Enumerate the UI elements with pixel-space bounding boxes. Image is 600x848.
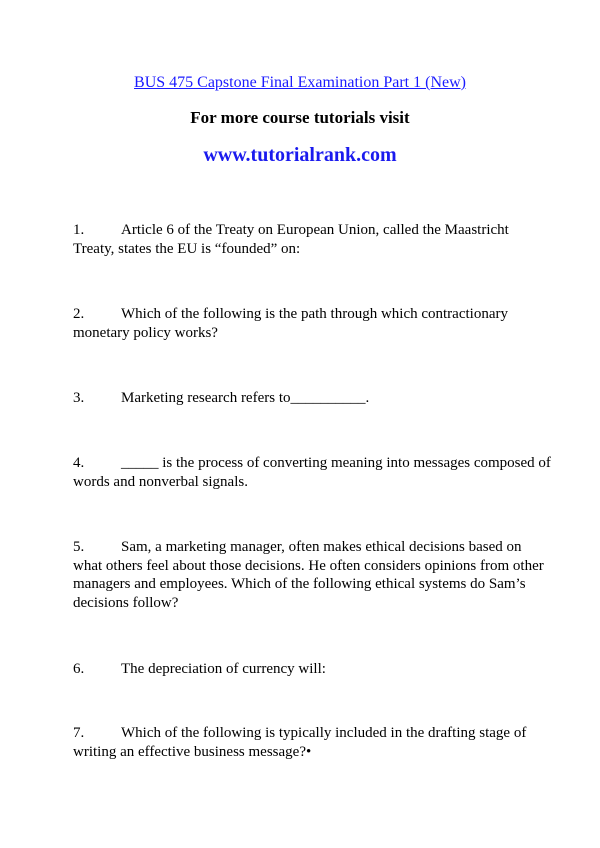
- website-link[interactable]: www.tutorialrank.com: [203, 144, 397, 166]
- question-item: [73, 538, 553, 612]
- question-item: [73, 724, 553, 761]
- question-item: [73, 305, 553, 342]
- question-number: 2.: [73, 306, 85, 322]
- question-number: 5.: [73, 539, 85, 555]
- question-number: 4.: [73, 455, 85, 471]
- document-subtitle: For more course tutorials visit: [190, 108, 410, 127]
- question-number: 3.: [73, 390, 85, 406]
- question-text: The depreciation of currency will:: [121, 661, 326, 677]
- question-text: Article 6 of the Treaty on European Union, called the Maastricht Treaty, states the EU is “founded” on:: [73, 222, 509, 257]
- question-number: 6.: [73, 661, 85, 677]
- question-item: [73, 454, 553, 491]
- question-text: Which of the following is the path through which contractionary monetary policy works?: [73, 306, 508, 341]
- question-item: [73, 221, 553, 258]
- question-item: [73, 389, 553, 408]
- question-number: 7.: [73, 725, 85, 741]
- question-text: Which of the following is typically included in the drafting stage of writing an effective business message?•: [73, 725, 527, 760]
- question-text: _____ is the process of converting meaning into messages composed of words and nonverbal signals.: [73, 455, 551, 490]
- question-item: [73, 660, 553, 679]
- document-title-link[interactable]: BUS 475 Capstone Final Examination Part 1 (New): [134, 74, 466, 91]
- question-text: Marketing research refers to__________.: [121, 390, 370, 406]
- question-text: Sam, a marketing manager, often makes ethical decisions based on what others feel about those decisions. He often considers opinions from other managers and employees. Which of the following ethical systems do Sam’s decisions follow?: [73, 539, 544, 611]
- question-number: 1.: [73, 222, 85, 238]
